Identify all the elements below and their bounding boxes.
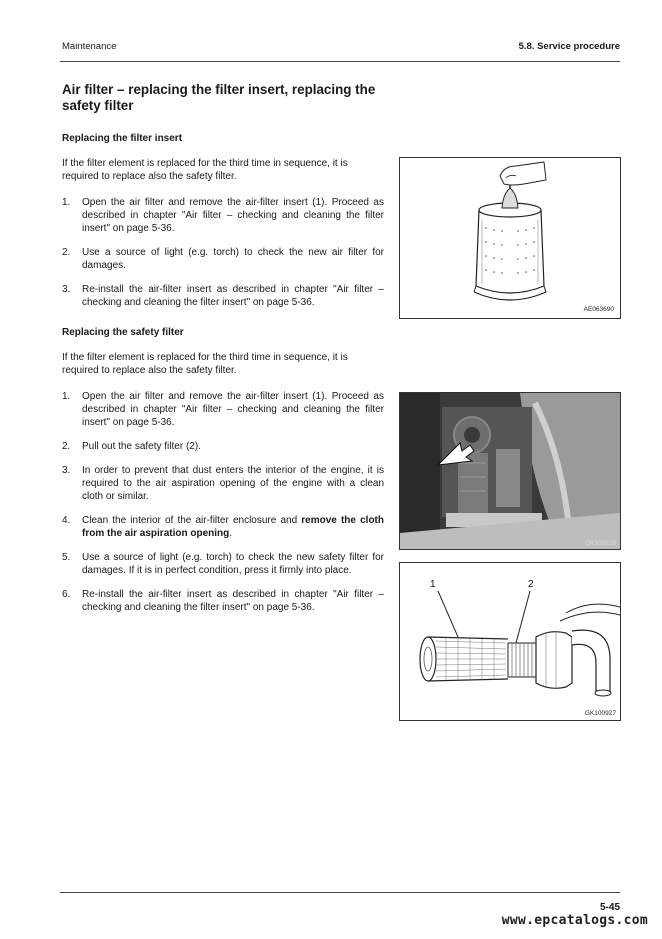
step-number: 4.: [62, 515, 71, 526]
figure-safety-filter-photo: [399, 392, 621, 550]
step-text-end: .: [229, 528, 233, 539]
step-item: [62, 246, 384, 272]
step-text: Clean the interior of the air-filter enclosure and: [82, 515, 302, 526]
step-text: Pull out the safety filter (2).: [82, 441, 201, 452]
step-item: [62, 588, 384, 614]
steps-filter-insert: [62, 196, 384, 320]
footer-divider: [60, 892, 620, 893]
step-text: Use a source of light (e.g. torch) to check the new air filter for damages.: [82, 247, 384, 271]
step-number: 3.: [62, 465, 71, 476]
figure-code: AE063690: [583, 306, 614, 313]
step-text: Use a source of light (e.g. torch) to check the new safety filter for damages. If it is in perfect condition, press it firmly into place.: [82, 552, 384, 576]
step-item: [62, 196, 384, 235]
step-number: 1.: [62, 197, 71, 208]
step-text: In order to prevent that dust enters the interior of the engine, it is required to the air aspiration opening of the engine with a clean cloth or similar.: [82, 465, 384, 502]
section-intro-filter-insert: If the filter element is replaced for the third time in sequence, it is required to replace also the safety filter.: [62, 158, 348, 182]
section-heading-safety-filter: Replacing the safety filter: [62, 327, 184, 338]
filters-drawing: [400, 563, 620, 720]
filter-insert-drawing: [400, 158, 620, 318]
step-item: [62, 440, 384, 453]
step-number: 2.: [62, 247, 71, 258]
figure-code: GK100927: [584, 710, 616, 717]
figure-safety-filter-drawing: [399, 562, 621, 721]
header-section-label: Maintenance: [62, 41, 117, 52]
callout-label-2: 2: [528, 579, 534, 590]
section-heading-filter-insert: Replacing the filter insert: [62, 133, 183, 144]
callout-label-1: 1: [430, 579, 436, 590]
step-item: [62, 283, 384, 309]
step-item: [62, 551, 384, 577]
step-item: [62, 514, 384, 540]
watermark-link[interactable]: www.epcatalogs.com: [501, 913, 648, 928]
step-text: Open the air filter and remove the air-filter insert (1). Proceed as described in chapter "Air filter – checking and cleaning the filter insert" on page 5-36.: [82, 391, 384, 428]
steps-safety-filter: [62, 390, 384, 625]
page-title: Air filter – replacing the filter insert, replacing the safety filter: [62, 82, 376, 113]
step-number: 5.: [62, 552, 71, 563]
figure-code: GK100928: [584, 540, 616, 547]
page-number: 5-45: [599, 902, 620, 913]
step-item: [62, 390, 384, 429]
step-text: Open the air filter and remove the air-filter insert (1). Proceed as described in chapter "Air filter – checking and cleaning the filter insert" on page 5-36.: [82, 197, 384, 234]
step-text: Re-install the air-filter insert as described in chapter "Air filter – checking and cleaning the filter insert" on page 5-36.: [82, 589, 384, 613]
step-text-emphasis: remove the cloth from the air aspiration opening: [82, 515, 384, 539]
step-number: 1.: [62, 391, 71, 402]
step-number: 2.: [62, 441, 71, 452]
header-chapter-label: 5.8. Service procedure: [518, 41, 620, 52]
step-item: [62, 464, 384, 503]
figure-filter-insert: [399, 157, 621, 319]
section-intro-safety-filter: If the filter element is replaced for the third time in sequence, it is required to replace also the safety filter.: [62, 352, 348, 376]
step-number: 6.: [62, 589, 71, 600]
engine-compartment-photo: [400, 393, 620, 549]
header-divider: [60, 61, 620, 62]
step-text: Re-install the air-filter insert as described in chapter "Air filter – checking and cleaning the filter insert" on page 5-36.: [82, 284, 384, 308]
step-number: 3.: [62, 284, 71, 295]
